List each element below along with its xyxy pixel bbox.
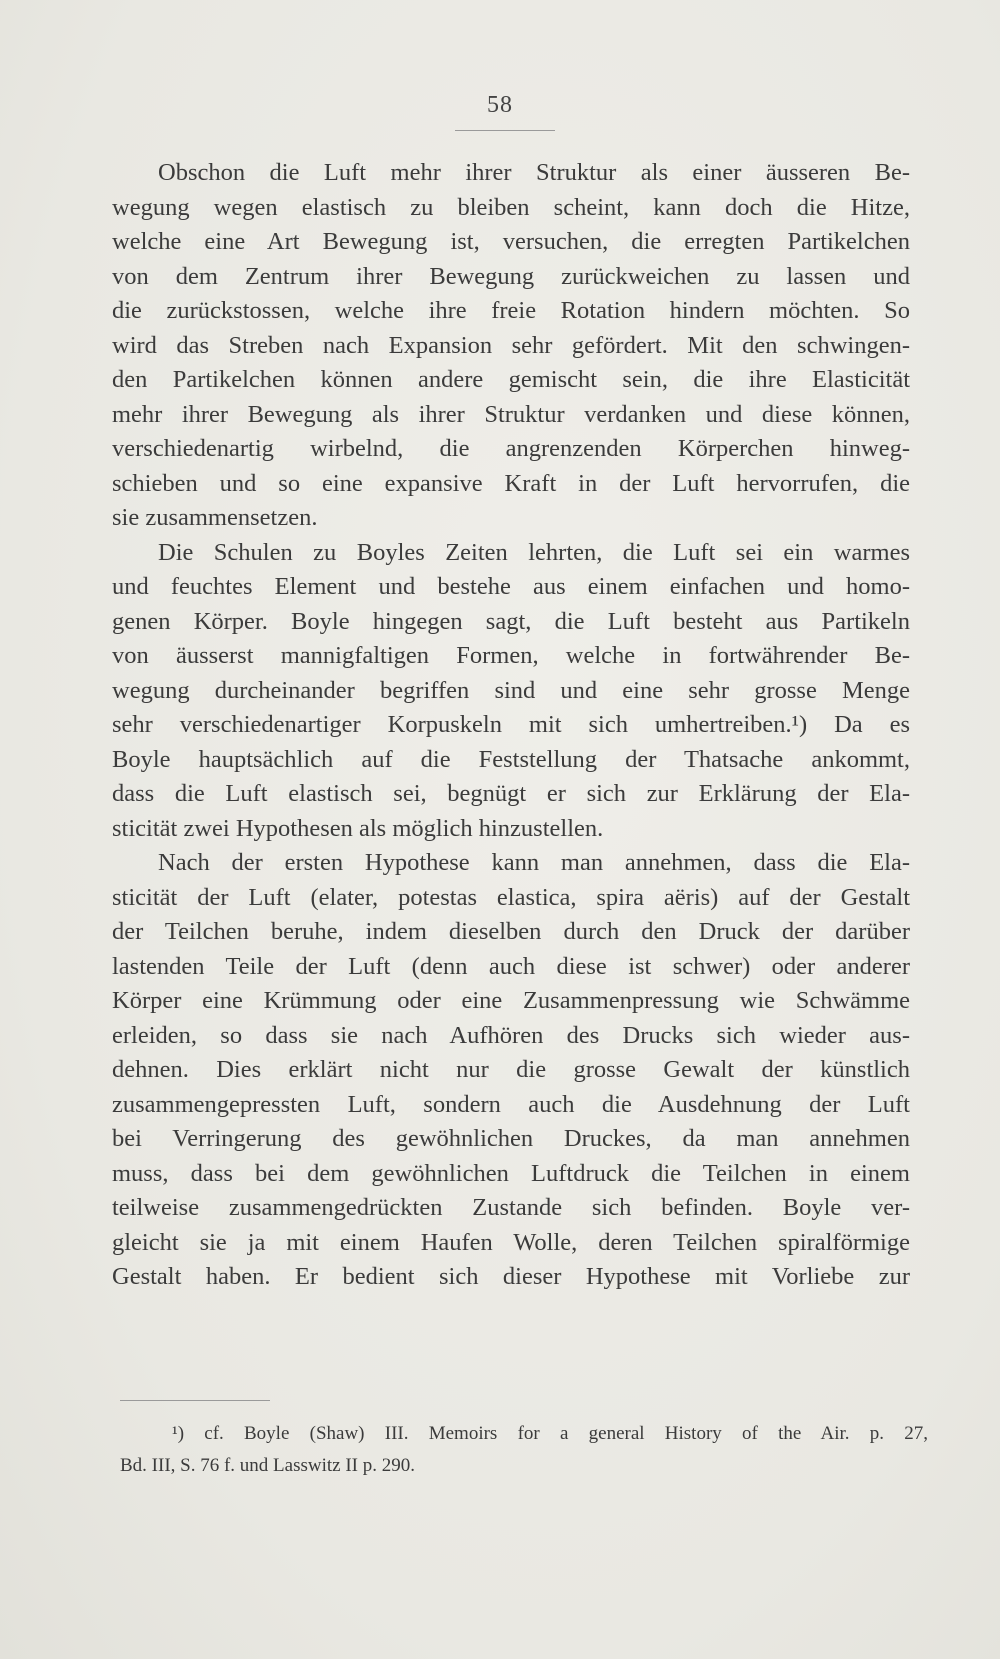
text-line: zusammengepressten Luft, sondern auch die Ausdehnung der Luft <box>112 1090 910 1118</box>
text-line: muss, dass bei dem gewöhnlichen Luftdruck die Teilchen in einem <box>112 1159 910 1187</box>
text-line: dehnen. Dies erklärt nicht nur die grosse Gewalt der künstlich <box>112 1056 910 1083</box>
text-line: wegung durcheinander begriffen sind und eine sehr grosse Menge <box>112 676 910 704</box>
footnote-line: Bd. III, S. 76 f. und Lasswitz II p. 290. <box>120 1455 415 1476</box>
text-line: dass die Luft elastisch sei, begnügt er sich zur Erklärung der Ela- <box>112 780 910 807</box>
text-line: der Teilchen beruhe, indem dieselben durch den Druck der darüber <box>112 918 910 945</box>
text-line: Obschon die Luft mehr ihrer Struktur als einer äusseren Be- <box>158 159 910 186</box>
footnote <box>120 1418 928 1482</box>
text-line: gleicht sie ja mit einem Haufen Wolle, deren Teilchen spiralförmige <box>112 1228 910 1256</box>
text-line: Nach der ersten Hypothese kann man annehmen, dass die Ela- <box>158 849 910 876</box>
footnote-rule <box>120 1400 270 1401</box>
text-line: teilweise zusammengedrückten Zustande sich befinden. Boyle ver- <box>112 1194 910 1221</box>
text-line: Die Schulen zu Boyles Zeiten lehrten, die Luft sei ein warmes <box>158 538 910 566</box>
text-line: sticität der Luft (elater, potestas elastica, spira aëris) auf der Gestalt <box>112 883 910 911</box>
text-line: welche eine Art Bewegung ist, versuchen, die erregten Partikelchen <box>112 228 910 255</box>
text-line: verschiedenartig wirbelnd, die angrenzenden Körperchen hinweg- <box>112 435 910 462</box>
text-line: sie zusammensetzen. <box>112 504 318 531</box>
footnote-line: ¹) cf. Boyle (Shaw) III. Memoirs for a general History of the Air. p. 27, <box>172 1423 928 1444</box>
text-line: bei Verringerung des gewöhnlichen Druckes, da man annehmen <box>112 1125 910 1152</box>
text-line: und feuchtes Element und bestehe aus einem einfachen und homo- <box>112 573 910 600</box>
text-line: genen Körper. Boyle hingegen sagt, die Luft besteht aus Partikeln <box>112 607 910 635</box>
text-line: den Partikelchen können andere gemischt sein, die ihre Elasticität <box>112 366 910 393</box>
text-line: schieben und so eine expansive Kraft in der Luft hervorrufen, die <box>112 469 910 497</box>
text-line: mehr ihrer Bewegung als ihrer Struktur verdanken und diese können, <box>112 400 910 428</box>
text-line: sehr verschiedenartiger Korpuskeln mit sich umhertreiben.¹) Da es <box>112 711 910 738</box>
body-text <box>112 156 910 1295</box>
page-number: 58 <box>487 92 513 118</box>
header-rule <box>455 130 555 131</box>
text-line: Gestalt haben. Er bedient sich dieser Hypothese mit Vorliebe zur <box>112 1263 910 1290</box>
text-line: erleiden, so dass sie nach Aufhören des Drucks sich wieder aus- <box>112 1021 910 1049</box>
text-line: wegung wegen elastisch zu bleiben scheint, kann doch die Hitze, <box>112 193 910 221</box>
text-line: wird das Streben nach Expansion sehr gefördert. Mit den schwingen- <box>112 331 910 359</box>
text-line: Boyle hauptsächlich auf die Feststellung der Thatsache ankommt, <box>112 745 910 773</box>
text-line: von äusserst mannigfaltigen Formen, welche in fortwährender Be- <box>112 642 910 669</box>
text-line: sticität zwei Hypothesen als möglich hinzustellen. <box>112 814 604 842</box>
text-line: lastenden Teile der Luft (denn auch diese ist schwer) oder anderer <box>112 952 910 980</box>
text-line: Körper eine Krümmung oder eine Zusammenpressung wie Schwämme <box>112 987 910 1014</box>
text-line: von dem Zentrum ihrer Bewegung zurückweichen zu lassen und <box>112 262 910 290</box>
text-line: die zurückstossen, welche ihre freie Rotation hindern möchten. So <box>112 297 910 324</box>
